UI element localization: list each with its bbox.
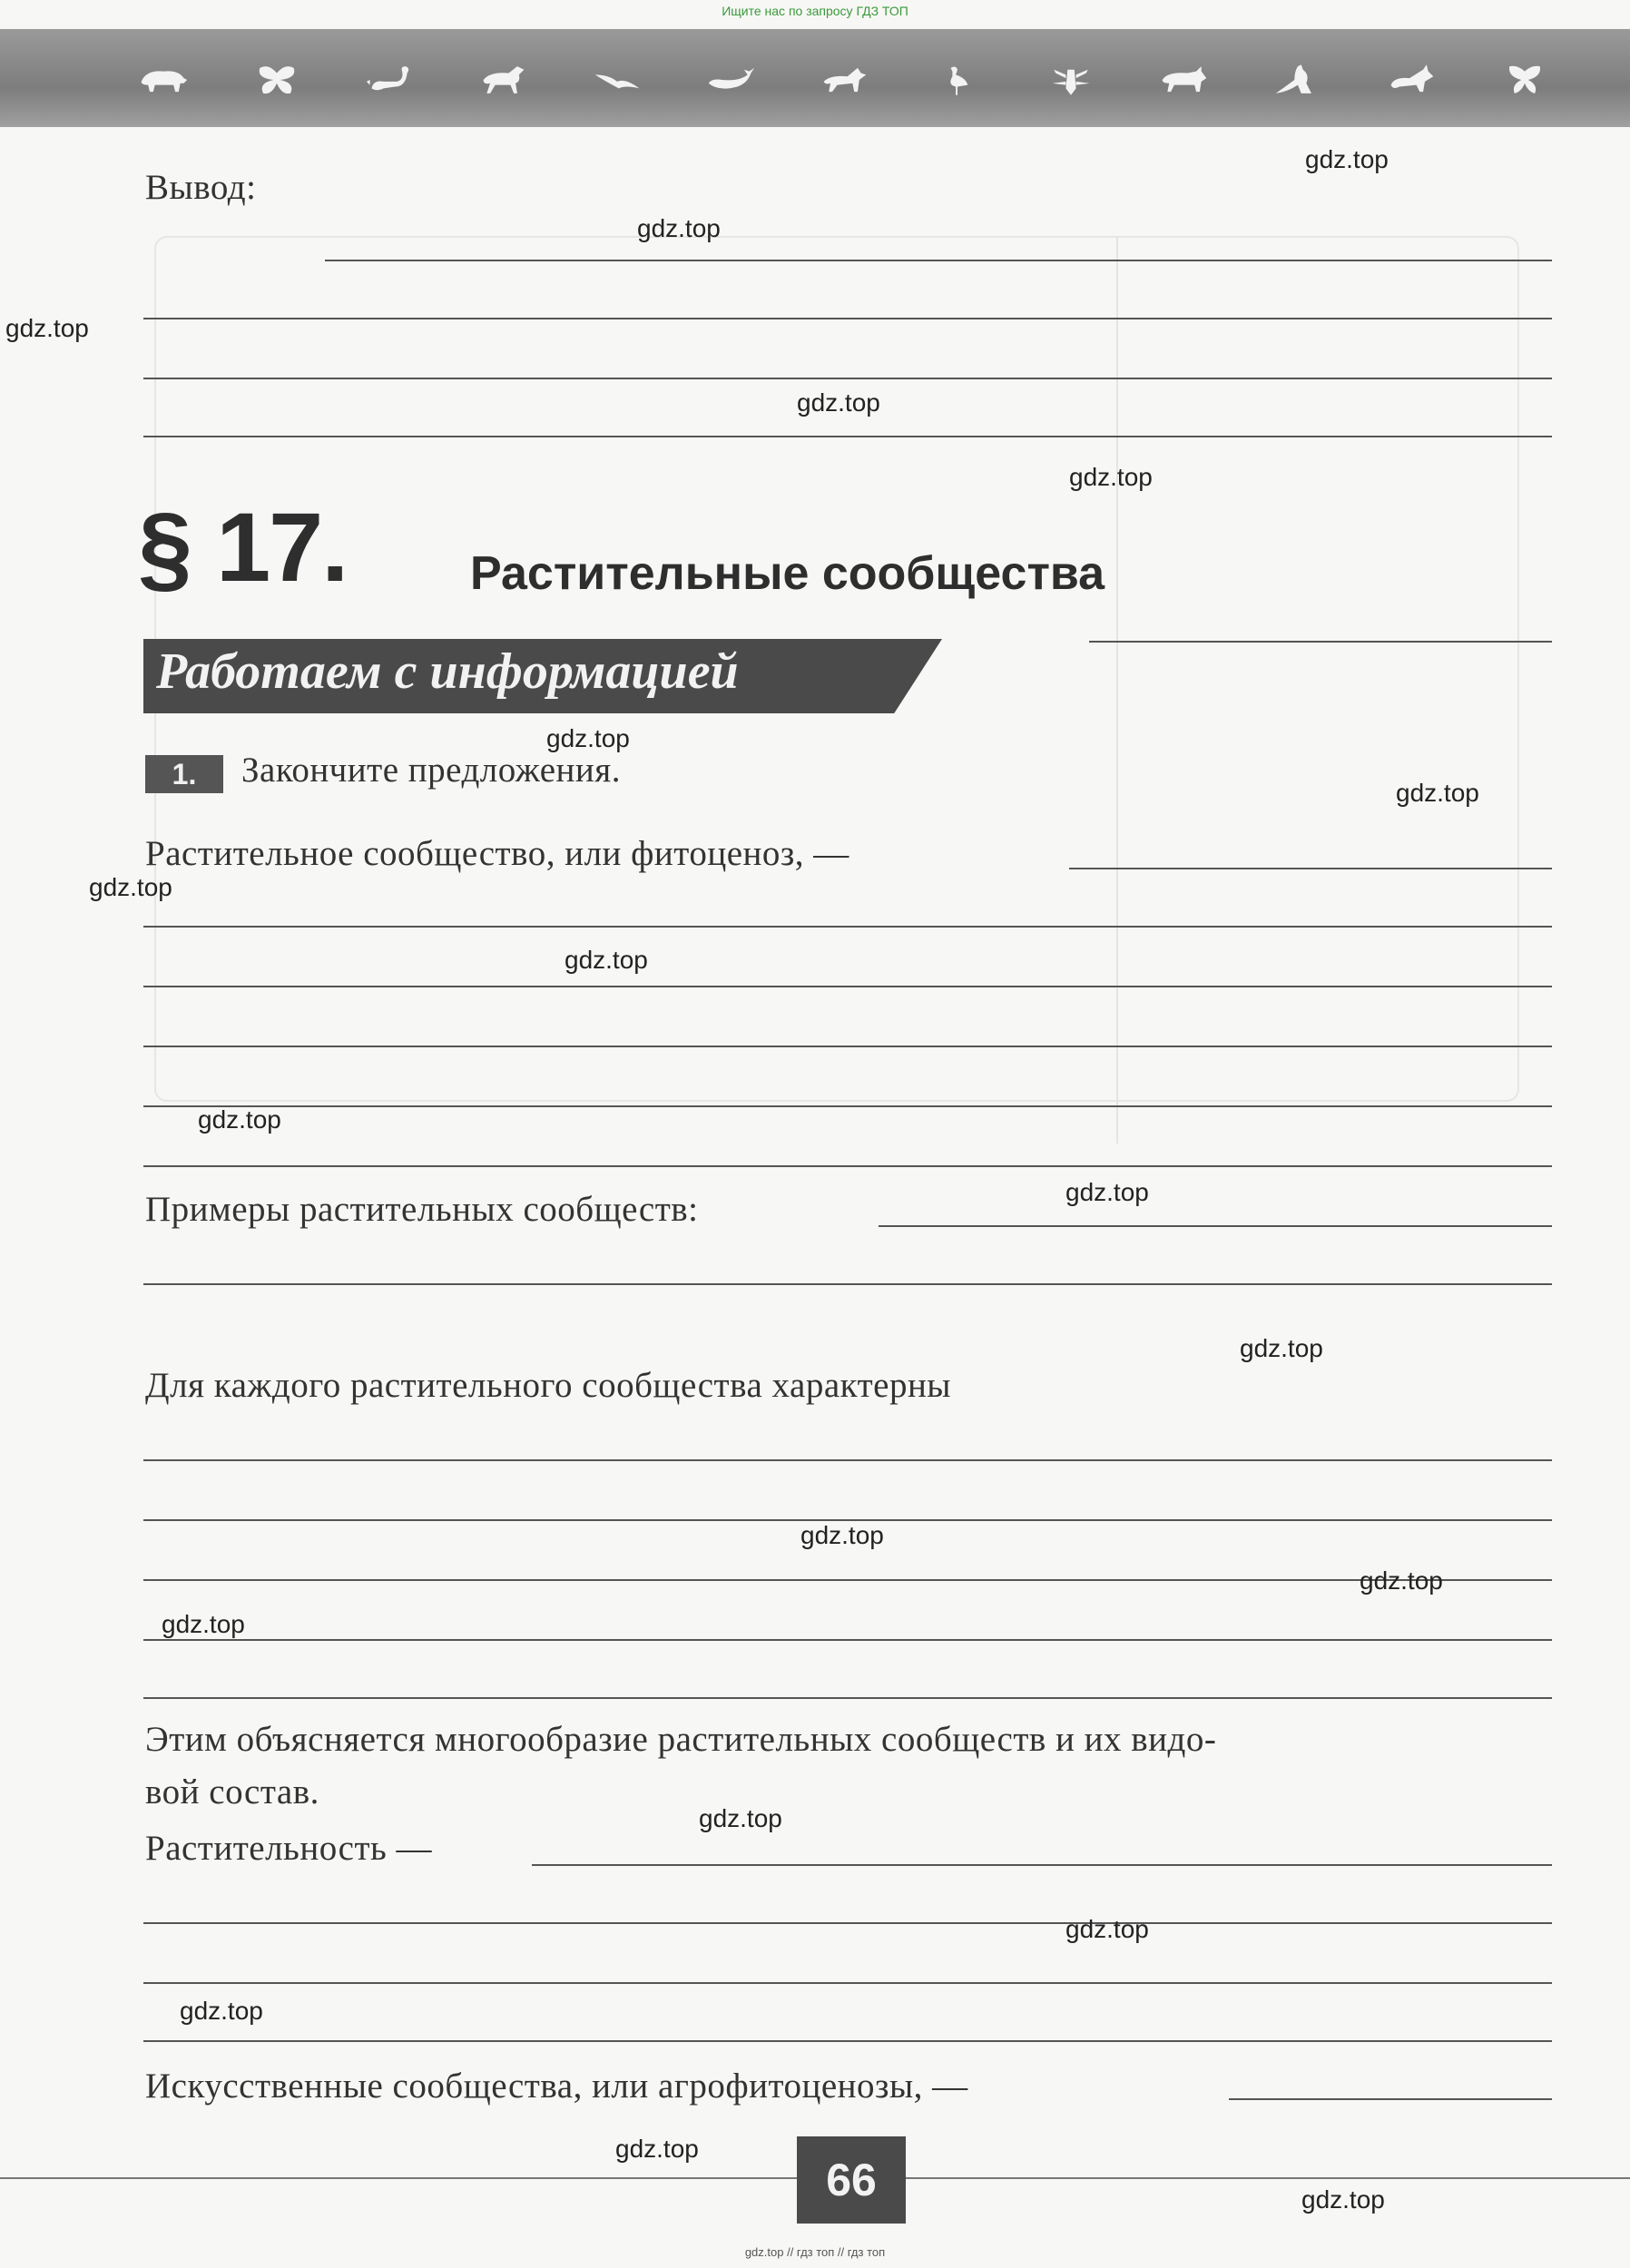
answer-line[interactable] xyxy=(143,378,1552,379)
answer-line[interactable] xyxy=(1069,868,1552,869)
watermark: gdz.top xyxy=(637,214,721,242)
answer-line[interactable] xyxy=(143,1697,1552,1699)
answer-line[interactable] xyxy=(143,318,1552,319)
horse-icon xyxy=(476,60,531,100)
footer-note: gdz.top // гдз топ // гдз топ xyxy=(744,2245,886,2259)
answer-line[interactable] xyxy=(143,1105,1552,1107)
answer-line[interactable] xyxy=(143,1639,1552,1641)
watermark: gdz.top xyxy=(1360,1566,1443,1595)
answer-line[interactable] xyxy=(143,436,1552,437)
watermark: gdz.top xyxy=(89,873,172,901)
answer-line[interactable] xyxy=(143,1165,1552,1167)
answer-line[interactable] xyxy=(143,1046,1552,1047)
bird-icon xyxy=(590,60,644,100)
watermark: gdz.top xyxy=(1301,2185,1385,2214)
sentence-diversity-cont: вой состав. xyxy=(145,1772,319,1811)
watermark: gdz.top xyxy=(180,1997,263,2025)
watermark: gdz.top xyxy=(1396,779,1479,807)
watermark: gdz.top xyxy=(699,1804,782,1832)
butterfly-icon xyxy=(250,60,304,100)
kangaroo-icon xyxy=(1271,60,1325,100)
sentence-phytocenosis: Растительное сообщество, или фитоценоз, — xyxy=(145,834,849,873)
watermark: gdz.top xyxy=(797,388,880,417)
watermark: gdz.top xyxy=(198,1105,281,1134)
sentence-diversity: Этим объясняется многообразие растительных сообществ и их видо- xyxy=(145,1720,1217,1759)
bleed-through-background xyxy=(136,136,1552,1679)
watermark: gdz.top xyxy=(5,314,89,342)
watermark: gdz.top xyxy=(1240,1334,1323,1362)
insect-icon xyxy=(1044,60,1098,100)
page-number: 66 xyxy=(797,2136,906,2224)
section-band-text: Работаем с информацией xyxy=(156,643,739,700)
watermark: gdz.top xyxy=(1305,145,1389,173)
sentence-vegetation: Растительность — xyxy=(145,1829,433,1868)
task-instruction: Закончите предложения. xyxy=(241,751,621,790)
answer-line[interactable] xyxy=(143,926,1552,928)
task-number: 1. xyxy=(145,755,223,793)
watermark: gdz.top xyxy=(1065,1178,1149,1206)
section-title: Растительные сообщества xyxy=(470,547,1105,600)
heron-icon xyxy=(930,60,985,100)
watermark: gdz.top xyxy=(1065,1915,1149,1943)
moth-icon xyxy=(1497,60,1552,100)
sentence-characteristics: Для каждого растительного сообщества характерны xyxy=(145,1366,952,1405)
animal-silhouettes xyxy=(136,53,1552,107)
bull-icon xyxy=(1157,60,1212,100)
answer-line[interactable] xyxy=(143,986,1552,987)
conclusion-label: Вывод: xyxy=(145,168,257,207)
watermark: gdz.top xyxy=(546,724,630,752)
answer-line[interactable] xyxy=(143,1982,1552,1984)
wolf-icon xyxy=(817,60,871,100)
answer-line[interactable] xyxy=(143,1579,1552,1581)
answer-line[interactable] xyxy=(1229,2098,1552,2100)
section-number: § 17. xyxy=(138,492,348,602)
answer-line[interactable] xyxy=(143,1922,1552,1924)
watermark: gdz.top xyxy=(162,1610,245,1638)
hare-icon xyxy=(1384,60,1439,100)
sentence-examples: Примеры растительных сообществ: xyxy=(145,1190,699,1229)
bleed-through-divider xyxy=(1116,236,1118,1144)
answer-line[interactable] xyxy=(1089,641,1552,643)
answer-line[interactable] xyxy=(143,2040,1552,2042)
answer-line[interactable] xyxy=(143,1283,1552,1285)
boar-icon xyxy=(136,60,191,100)
answer-line[interactable] xyxy=(143,1459,1552,1461)
answer-line[interactable] xyxy=(879,1225,1552,1227)
scorpion-icon xyxy=(363,60,417,100)
watermark: gdz.top xyxy=(1069,463,1153,491)
watermark: gdz.top xyxy=(800,1521,884,1549)
whale-icon xyxy=(703,60,758,100)
sentence-agrophytocenosis: Искусственные сообщества, или агрофитоценозы, — xyxy=(145,2067,968,2106)
answer-line[interactable] xyxy=(532,1864,1552,1866)
top-search-note: Ищите нас по запросу ГДЗ ТОП xyxy=(722,4,908,18)
watermark: gdz.top xyxy=(565,946,648,974)
answer-line[interactable] xyxy=(325,260,1552,261)
watermark: gdz.top xyxy=(615,2135,699,2163)
